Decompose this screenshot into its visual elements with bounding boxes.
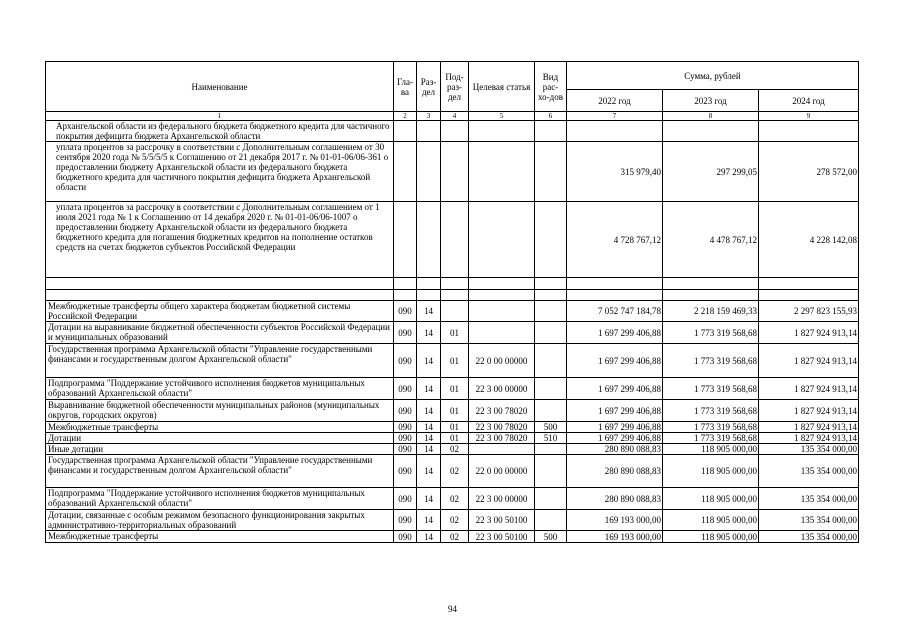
row-sum-2022: 315 979,40	[567, 142, 663, 202]
row-razdel: 14	[417, 488, 441, 510]
row-glava: 090	[394, 455, 417, 488]
row-sum-2022: 280 890 088,83	[567, 488, 663, 510]
row-expense-type: 500	[535, 422, 567, 433]
row-name: Межбюджетные трансферты общего характера бюджетам бюджетной системы Российской Федерации	[46, 301, 394, 322]
column-number: 6	[535, 112, 567, 121]
table-row	[46, 344, 859, 378]
row-sum-2022: 4 728 767,12	[567, 202, 663, 278]
row-sum-2022: 7 052 747 184,78	[567, 301, 663, 322]
row-name: Иные дотации	[46, 444, 394, 455]
row-sum-2024: 135 354 000,00	[759, 455, 859, 488]
table-row	[46, 422, 859, 433]
column-number: 4	[441, 112, 469, 121]
header-sum: Сумма, рублей	[567, 62, 859, 90]
row-razdel	[417, 142, 441, 202]
row-sum-2022: 1 697 299 406,88	[567, 433, 663, 444]
row-target-article: 22 0 00 00000	[469, 344, 535, 378]
table-row	[46, 121, 859, 142]
row-name: уплата процентов за рассрочку в соответствии с Дополнительным соглашением от 30 сентября 2020 года № 5/5/5/5 к Соглашению от 21 декабря 2017 г. № 01-01-06/06-361 о предоставлении бюджету Архангельской области из федерального бюджета бюджетного кредита для частичного покрытия дефицита бюджета Архангельской области	[46, 142, 394, 202]
row-glava: 090	[394, 400, 417, 422]
header-glava: Гла-ва	[394, 62, 417, 112]
row-name: Межбюджетные трансферты	[46, 531, 394, 543]
row-sum-2022: 1 697 299 406,88	[567, 422, 663, 433]
row-sum-2022	[567, 278, 663, 290]
row-expense-type	[535, 344, 567, 378]
row-sum-2024: 1 827 924 913,14	[759, 400, 859, 422]
table-row	[46, 444, 859, 455]
row-sum-2022: 169 193 000,00	[567, 510, 663, 531]
row-glava: 090	[394, 322, 417, 344]
header-target-article: Целевая статья	[469, 62, 535, 112]
row-name: Дотации	[46, 433, 394, 444]
row-name: Государственная программа Архангельской области "Управление государственными финансами и государственным долгом Архангельской области"	[46, 455, 394, 488]
row-razdel	[417, 278, 441, 290]
row-target-article	[469, 290, 535, 301]
row-podrazdel	[441, 121, 469, 142]
row-glava: 090	[394, 344, 417, 378]
row-podrazdel: 01	[441, 422, 469, 433]
table-row	[46, 278, 859, 290]
row-sum-2024: 1 827 924 913,14	[759, 344, 859, 378]
table-body	[46, 121, 859, 543]
row-sum-2023: 118 905 000,00	[663, 510, 759, 531]
row-target-article	[469, 278, 535, 290]
row-razdel: 14	[417, 444, 441, 455]
row-glava: 090	[394, 378, 417, 400]
table-row	[46, 322, 859, 344]
row-glava: 090	[394, 433, 417, 444]
row-podrazdel: 02	[441, 488, 469, 510]
row-target-article: 22 3 00 50100	[469, 510, 535, 531]
row-razdel	[417, 202, 441, 278]
table-row	[46, 400, 859, 422]
row-glava: 090	[394, 510, 417, 531]
header-year-2023: 2023 год	[663, 90, 759, 112]
column-number: 7	[567, 112, 663, 121]
row-target-article: 22 3 00 00000	[469, 378, 535, 400]
column-number-row	[46, 112, 859, 121]
header-expense-type: Вид рас-хо-дов	[535, 62, 567, 112]
row-name: Дотации на выравнивание бюджетной обеспеченности субъектов Российской Федерации и муниципальных образований	[46, 322, 394, 344]
row-target-article: 22 3 00 78020	[469, 422, 535, 433]
row-sum-2024: 135 354 000,00	[759, 531, 859, 543]
row-razdel: 14	[417, 433, 441, 444]
row-target-article: 22 3 00 78020	[469, 433, 535, 444]
row-razdel: 14	[417, 301, 441, 322]
row-razdel: 14	[417, 455, 441, 488]
row-target-article	[469, 142, 535, 202]
table-row	[46, 378, 859, 400]
row-name: Выравнивание бюджетной обеспеченности муниципальных районов (муниципальных округов, городских округов)	[46, 400, 394, 422]
row-razdel: 14	[417, 422, 441, 433]
row-razdel: 14	[417, 510, 441, 531]
row-target-article	[469, 322, 535, 344]
row-sum-2024	[759, 121, 859, 142]
row-podrazdel	[441, 290, 469, 301]
row-sum-2023: 1 773 319 568,68	[663, 378, 759, 400]
row-expense-type	[535, 142, 567, 202]
row-sum-2023: 1 773 319 568,68	[663, 322, 759, 344]
row-target-article	[469, 202, 535, 278]
table-row	[46, 488, 859, 510]
row-sum-2023	[663, 290, 759, 301]
row-podrazdel: 01	[441, 400, 469, 422]
row-glava: 090	[394, 444, 417, 455]
row-expense-type	[535, 278, 567, 290]
row-name: Межбюджетные трансферты	[46, 422, 394, 433]
row-sum-2023: 1 773 319 568,68	[663, 422, 759, 433]
row-expense-type	[535, 444, 567, 455]
row-target-article: 22 3 00 78020	[469, 400, 535, 422]
row-name: Подпрограмма "Поддержание устойчивого исполнения бюджетов муниципальных образований Архангельской области"	[46, 378, 394, 400]
header-razdel: Раз-дел	[417, 62, 441, 112]
row-sum-2023	[663, 121, 759, 142]
row-razdel: 14	[417, 400, 441, 422]
row-expense-type: 500	[535, 531, 567, 543]
row-glava: 090	[394, 422, 417, 433]
row-glava	[394, 121, 417, 142]
row-name	[46, 278, 394, 290]
row-expense-type	[535, 510, 567, 531]
row-name: Государственная программа Архангельской области "Управление государственными финансами и государственным долгом Архангельской области"	[46, 344, 394, 378]
row-sum-2022: 1 697 299 406,88	[567, 400, 663, 422]
row-sum-2022: 280 890 088,83	[567, 455, 663, 488]
row-podrazdel	[441, 278, 469, 290]
row-sum-2024: 278 572,00	[759, 142, 859, 202]
row-sum-2024: 1 827 924 913,14	[759, 322, 859, 344]
row-sum-2023: 1 773 319 568,68	[663, 344, 759, 378]
row-sum-2023: 1 773 319 568,68	[663, 400, 759, 422]
column-number: 8	[663, 112, 759, 121]
row-name	[46, 290, 394, 301]
row-sum-2024: 4 228 142,08	[759, 202, 859, 278]
row-sum-2023: 1 773 319 568,68	[663, 433, 759, 444]
table-row	[46, 142, 859, 202]
row-podrazdel	[441, 142, 469, 202]
row-podrazdel: 01	[441, 378, 469, 400]
table-row	[46, 290, 859, 301]
row-sum-2024: 1 827 924 913,14	[759, 422, 859, 433]
row-expense-type	[535, 121, 567, 142]
table-row	[46, 202, 859, 278]
header-year-2024: 2024 год	[759, 90, 859, 112]
table-row	[46, 455, 859, 488]
column-number: 2	[394, 112, 417, 121]
row-sum-2023	[663, 278, 759, 290]
table-row	[46, 433, 859, 444]
row-razdel: 14	[417, 344, 441, 378]
row-glava	[394, 202, 417, 278]
row-expense-type	[535, 202, 567, 278]
header-year-2022: 2022 год	[567, 90, 663, 112]
row-expense-type	[535, 290, 567, 301]
row-name: Подпрограмма "Поддержание устойчивого исполнения бюджетов муниципальных образований Архангельской области"	[46, 488, 394, 510]
row-sum-2024: 135 354 000,00	[759, 444, 859, 455]
row-target-article	[469, 301, 535, 322]
row-sum-2023: 118 905 000,00	[663, 444, 759, 455]
column-number: 9	[759, 112, 859, 121]
row-sum-2022: 1 697 299 406,88	[567, 322, 663, 344]
row-sum-2023: 2 218 159 469,33	[663, 301, 759, 322]
row-razdel: 14	[417, 378, 441, 400]
header-podrazdel: Под-раз-дел	[441, 62, 469, 112]
row-podrazdel	[441, 202, 469, 278]
table-row	[46, 531, 859, 543]
row-expense-type	[535, 400, 567, 422]
row-expense-type	[535, 301, 567, 322]
row-podrazdel	[441, 301, 469, 322]
row-sum-2023: 297 299,05	[663, 142, 759, 202]
row-sum-2024: 135 354 000,00	[759, 510, 859, 531]
row-razdel	[417, 290, 441, 301]
table-row	[46, 510, 859, 531]
row-sum-2022: 1 697 299 406,88	[567, 344, 663, 378]
row-target-article: 22 3 00 00000	[469, 488, 535, 510]
page-number: 94	[448, 604, 457, 614]
row-podrazdel: 01	[441, 344, 469, 378]
row-podrazdel: 01	[441, 433, 469, 444]
row-sum-2023: 118 905 000,00	[663, 455, 759, 488]
row-razdel: 14	[417, 531, 441, 543]
row-sum-2024: 1 827 924 913,14	[759, 378, 859, 400]
row-glava: 090	[394, 531, 417, 543]
row-razdel: 14	[417, 322, 441, 344]
row-expense-type	[535, 488, 567, 510]
row-target-article: 22 0 00 00000	[469, 455, 535, 488]
row-podrazdel: 01	[441, 322, 469, 344]
row-expense-type: 510	[535, 433, 567, 444]
row-glava: 090	[394, 488, 417, 510]
row-expense-type	[535, 378, 567, 400]
row-sum-2022: 1 697 299 406,88	[567, 378, 663, 400]
row-sum-2023: 118 905 000,00	[663, 531, 759, 543]
row-podrazdel: 02	[441, 531, 469, 543]
table-row	[46, 301, 859, 322]
row-name: уплата процентов за рассрочку в соответствии с Дополнительным соглашением от 1 июля 2021 года № 1 к Соглашению от 14 декабря 2020 г. № 01-01-06/06-1007 о предоставлении бюджету Архангельской области из федерального бюджета бюджетного кредита для погашения бюджетных кредитов на пополнение остатков средств на счетах бюджетов субъектов Российской Федерации	[46, 202, 394, 278]
row-sum-2024: 1 827 924 913,14	[759, 433, 859, 444]
row-glava: 090	[394, 301, 417, 322]
row-sum-2024: 135 354 000,00	[759, 488, 859, 510]
row-sum-2023: 118 905 000,00	[663, 488, 759, 510]
row-target-article	[469, 121, 535, 142]
row-sum-2023: 4 478 767,12	[663, 202, 759, 278]
row-sum-2022	[567, 121, 663, 142]
header-name: Наименование	[46, 62, 394, 112]
row-sum-2022	[567, 290, 663, 301]
row-sum-2024	[759, 290, 859, 301]
row-target-article: 22 3 00 50100	[469, 531, 535, 543]
column-number: 5	[469, 112, 535, 121]
column-number: 3	[417, 112, 441, 121]
row-sum-2022: 280 890 088,83	[567, 444, 663, 455]
row-glava	[394, 278, 417, 290]
row-sum-2022: 169 193 000,00	[567, 531, 663, 543]
row-glava	[394, 142, 417, 202]
row-razdel	[417, 121, 441, 142]
row-expense-type	[535, 322, 567, 344]
column-number: 1	[46, 112, 394, 121]
row-target-article	[469, 444, 535, 455]
row-name: Архангельской области из федерального бюджета бюджетного кредита для частичного покрытия дефицита бюджета Архангельской области	[46, 121, 394, 142]
budget-table	[45, 61, 859, 543]
row-glava	[394, 290, 417, 301]
row-podrazdel: 02	[441, 455, 469, 488]
row-podrazdel: 02	[441, 444, 469, 455]
row-sum-2024: 2 297 823 155,93	[759, 301, 859, 322]
row-sum-2024	[759, 278, 859, 290]
row-expense-type	[535, 455, 567, 488]
row-podrazdel: 02	[441, 510, 469, 531]
row-name: Дотации, связанные с особым режимом безопасного функционирования закрытых административно-территориальных образований	[46, 510, 394, 531]
